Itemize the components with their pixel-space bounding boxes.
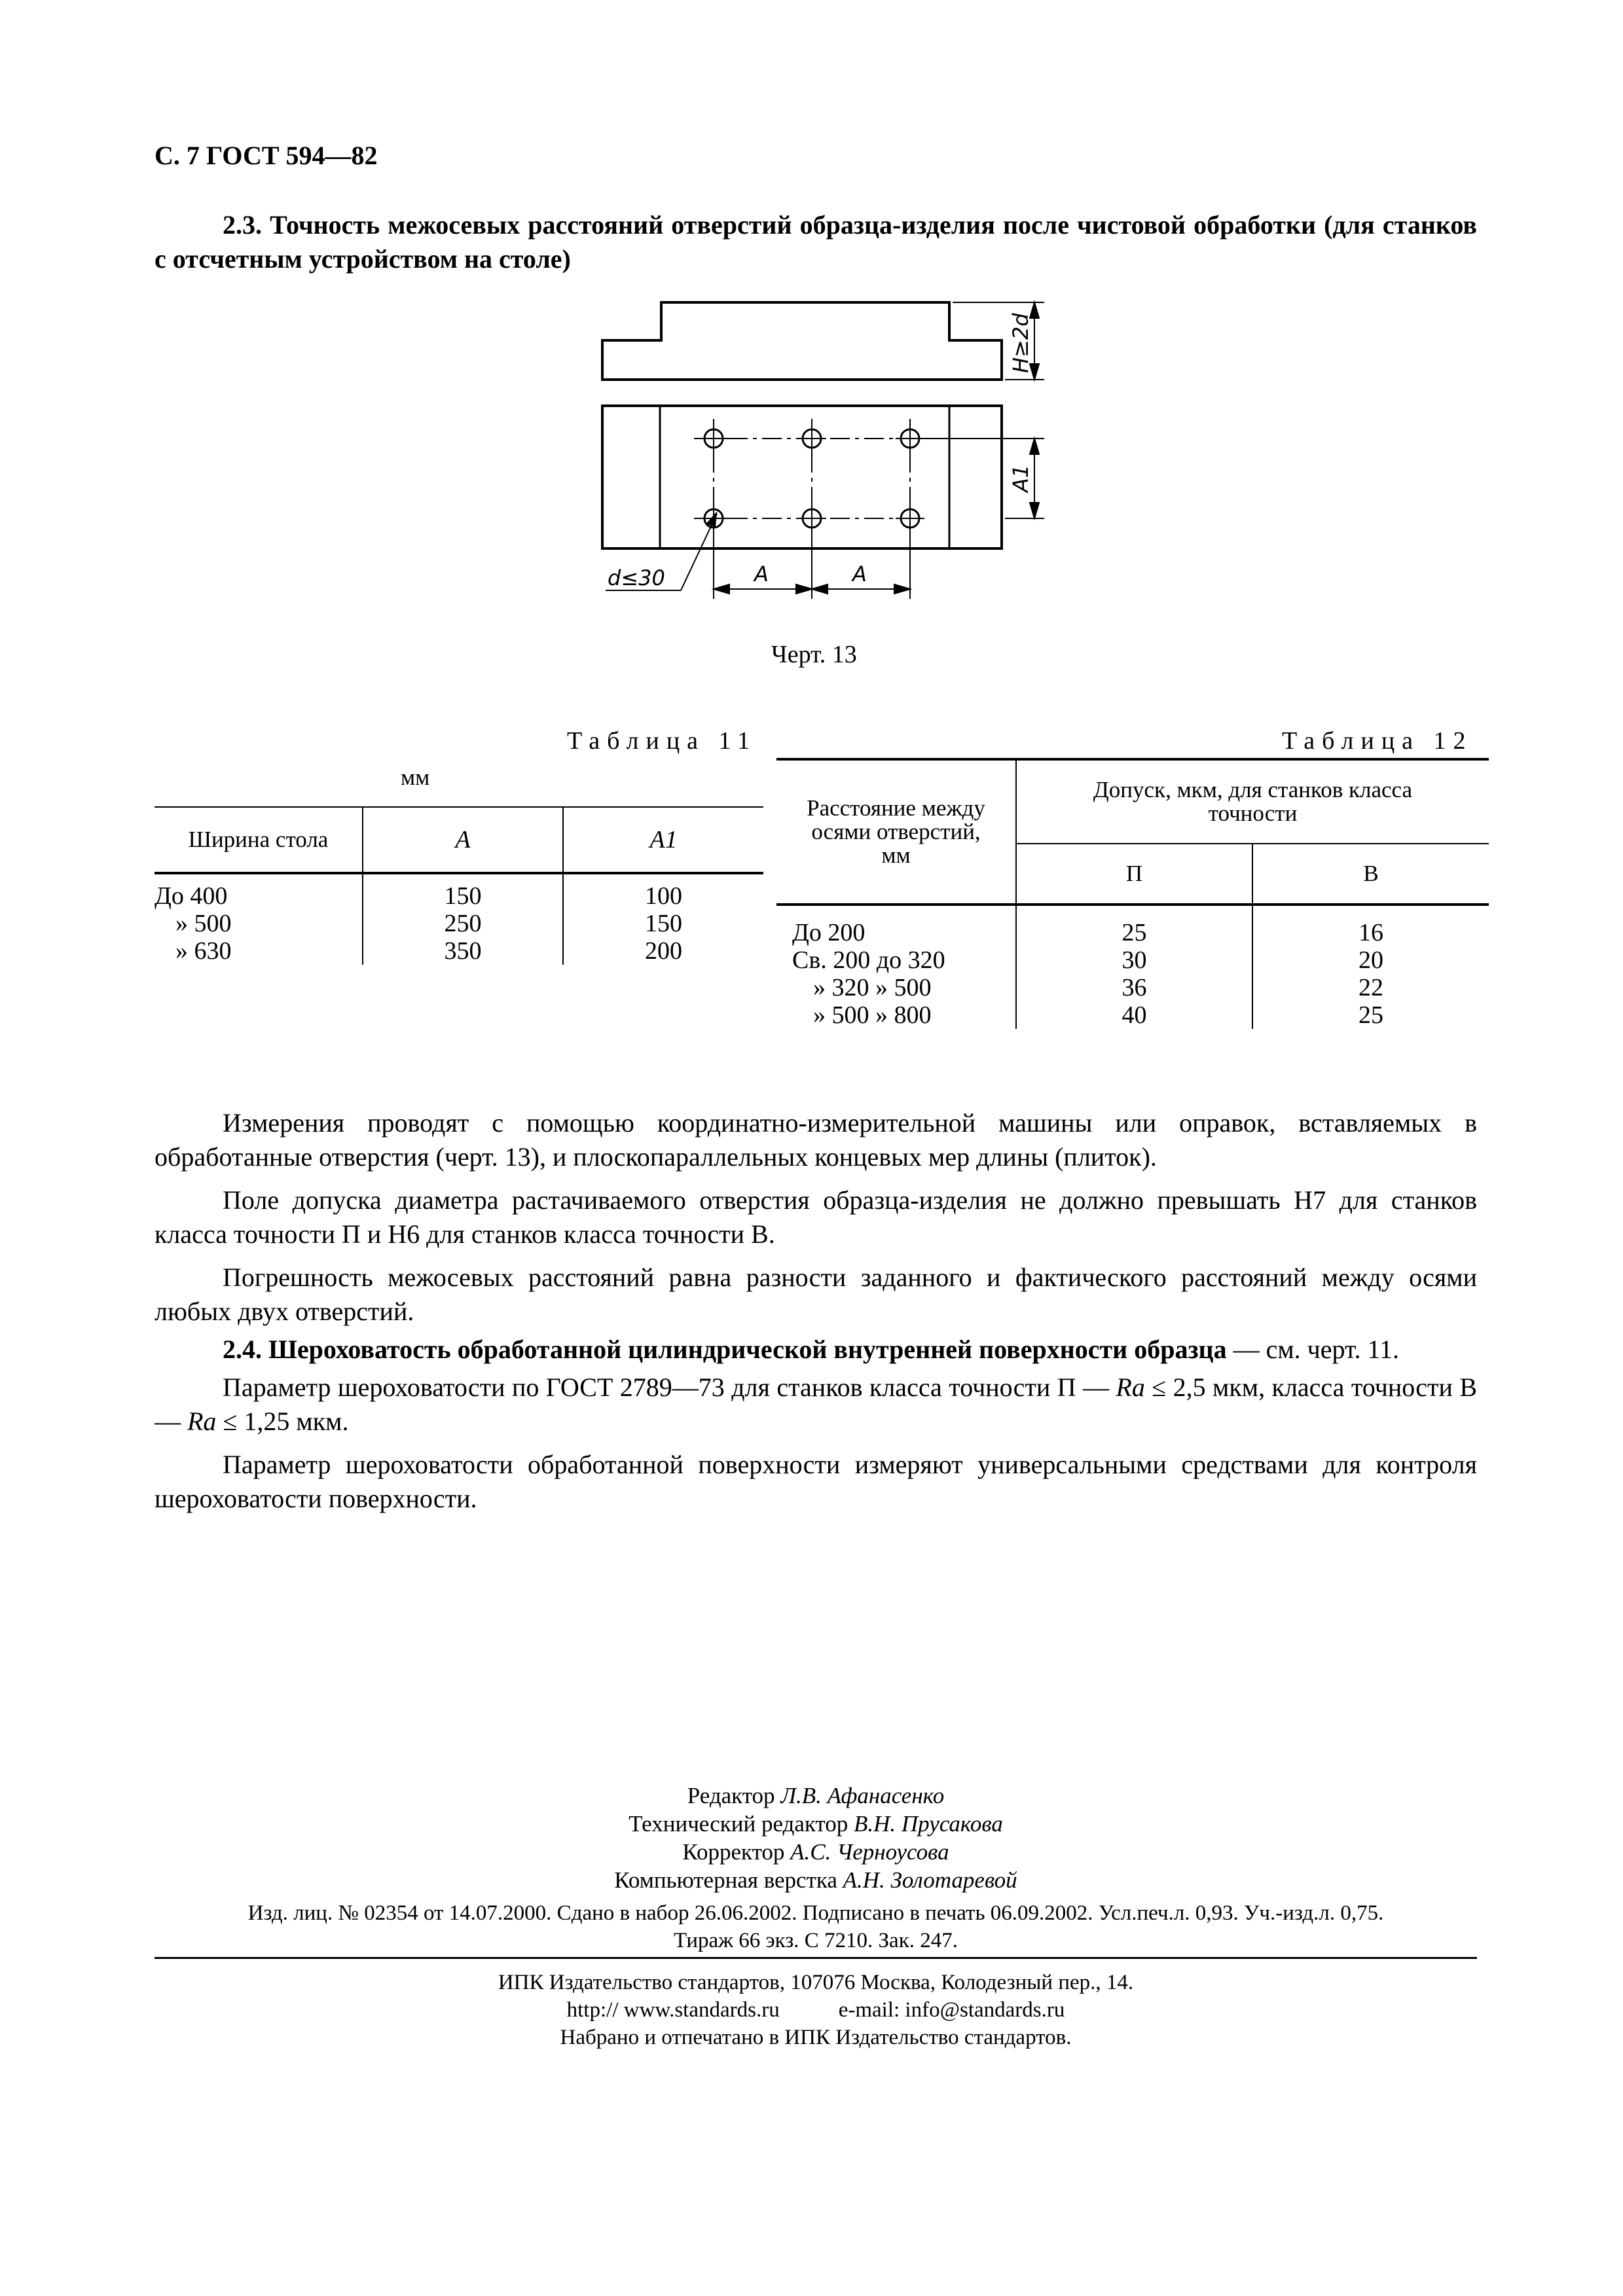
table12-header-p: П: [1016, 844, 1252, 905]
a-dimension-label-right: A: [852, 562, 867, 586]
figure-caption: Черт. 13: [771, 641, 857, 668]
paragraph-tolerance-field: Поле допуска диаметра растачиваемого отверстия образца-изделия не должно превышать Н7 для станков класса точности П и Н6 для станков класса точности В.: [155, 1185, 1477, 1249]
table-row: » 500 250 150: [155, 910, 763, 937]
table-row: Св. 200 до 320 30 20: [776, 946, 1489, 974]
paragraph-roughness-measure: Параметр шероховатости обработанной поверхности измеряют универсальными средствами для контроля шероховатости поверхности.: [155, 1450, 1477, 1513]
divider: [155, 1957, 1477, 1959]
section-number: 2.3.: [223, 210, 262, 240]
section-2-4: [155, 1333, 1477, 1367]
paragraph-error: Погрешность межосевых расстояний равна разности заданного и фактического расстояний между осями любых двух отверстий.: [155, 1263, 1477, 1326]
table12-caption: Таблица 12: [1282, 727, 1473, 755]
table12-header-tolerance: Допуск, мкм, для станков класса точности: [1016, 759, 1489, 844]
publisher-info: [155, 1969, 1477, 2051]
table12-header-distance: Расстояние между осями отверстий, мм: [776, 759, 1016, 905]
section-2-3-heading: [155, 208, 1477, 276]
imprint: [155, 1899, 1477, 1954]
publisher-printed: Набрано и отпечатано в ИПК Издательство стандартов.: [560, 2026, 1072, 2049]
table11-unit: мм: [401, 764, 430, 790]
table-11: [155, 806, 763, 965]
imprint-line-1: Изд. лиц. № 02354 от 14.07.2000. Сдано в набор 26.06.2002. Подписано в печать 06.09.2002. Усл.печ.л. 0,93. Уч.-изд.л. 0,75.: [247, 1901, 1384, 1925]
table11-header-width: Ширина стола: [155, 807, 363, 873]
publisher-contacts: [155, 1996, 1477, 2024]
section-2-4-heading: 2.4. Шероховатость обработанной цилиндрической внутренней поверхности образца: [223, 1335, 1227, 1364]
side-view-outline: [602, 302, 1002, 380]
technical-drawing: [576, 288, 1074, 628]
publisher-address: ИПК Издательство стандартов, 107076 Москва, Колодезный пер., 14.: [498, 1971, 1134, 1994]
table-row: » 630 350 200: [155, 937, 763, 965]
table-12: [776, 758, 1489, 1029]
publisher-website[interactable]: http:// www.standards.ru: [566, 1998, 780, 2022]
table-row: » 320 » 500 36 22: [776, 974, 1489, 1001]
paragraph-roughness-param: Параметр шероховатости по ГОСТ 2789—73 для станков класса точности П — Ra ≤ 2,5 мкм, класса точности В — Ra ≤ 1,25 мкм.: [155, 1372, 1477, 1436]
credit-corrector: Корректор А.С. Черноусова: [682, 1839, 949, 1865]
section-title: Точность межосевых расстояний отверстий образца-изделия после чистовой обработки (для станков с отсчетным устройством на столе): [155, 210, 1477, 274]
table11-header-a1: A1: [563, 807, 763, 873]
plan-view-outline: [602, 406, 1002, 548]
table-row: До 200 25 16: [776, 905, 1489, 946]
table12-header-v: В: [1252, 844, 1489, 905]
publisher-email[interactable]: e-mail: info@standards.ru: [838, 1998, 1065, 2022]
height-dimension-label: H≥2d: [1008, 313, 1033, 373]
a1-dimension-label: A1: [1008, 464, 1033, 492]
diameter-label: d≤30: [608, 565, 665, 590]
table11-header-a: A: [363, 807, 563, 873]
paragraph-measurements: Измерения проводят с помощью координатно-измерительной машины или оправок, вставляемых в обработанные отверстия (черт. 13), и плоскопараллельных концевых мер длины (плиток).: [155, 1108, 1477, 1172]
table11-caption: Таблица 11: [567, 727, 757, 755]
a-dimension-label-left: A: [754, 562, 769, 586]
body-text: [155, 1106, 1477, 1525]
table-row: » 500 » 800 40 25: [776, 1001, 1489, 1029]
table-row: До 400 150 100: [155, 873, 763, 910]
credit-editor: Редактор Л.В. Афанасенко: [687, 1783, 945, 1808]
credit-layout: Компьютерная верстка А.Н. Золотаревой: [614, 1867, 1017, 1893]
credit-tech-editor: Технический редактор В.Н. Прусакова: [629, 1811, 1003, 1837]
page-header: С. 7 ГОСТ 594—82: [155, 141, 378, 170]
section-2-4-ref: — см. черт. 11.: [1226, 1335, 1399, 1364]
imprint-line-2: Тираж 66 экз. С 7210. Зак. 247.: [674, 1929, 958, 1952]
credits: [155, 1782, 1477, 1894]
